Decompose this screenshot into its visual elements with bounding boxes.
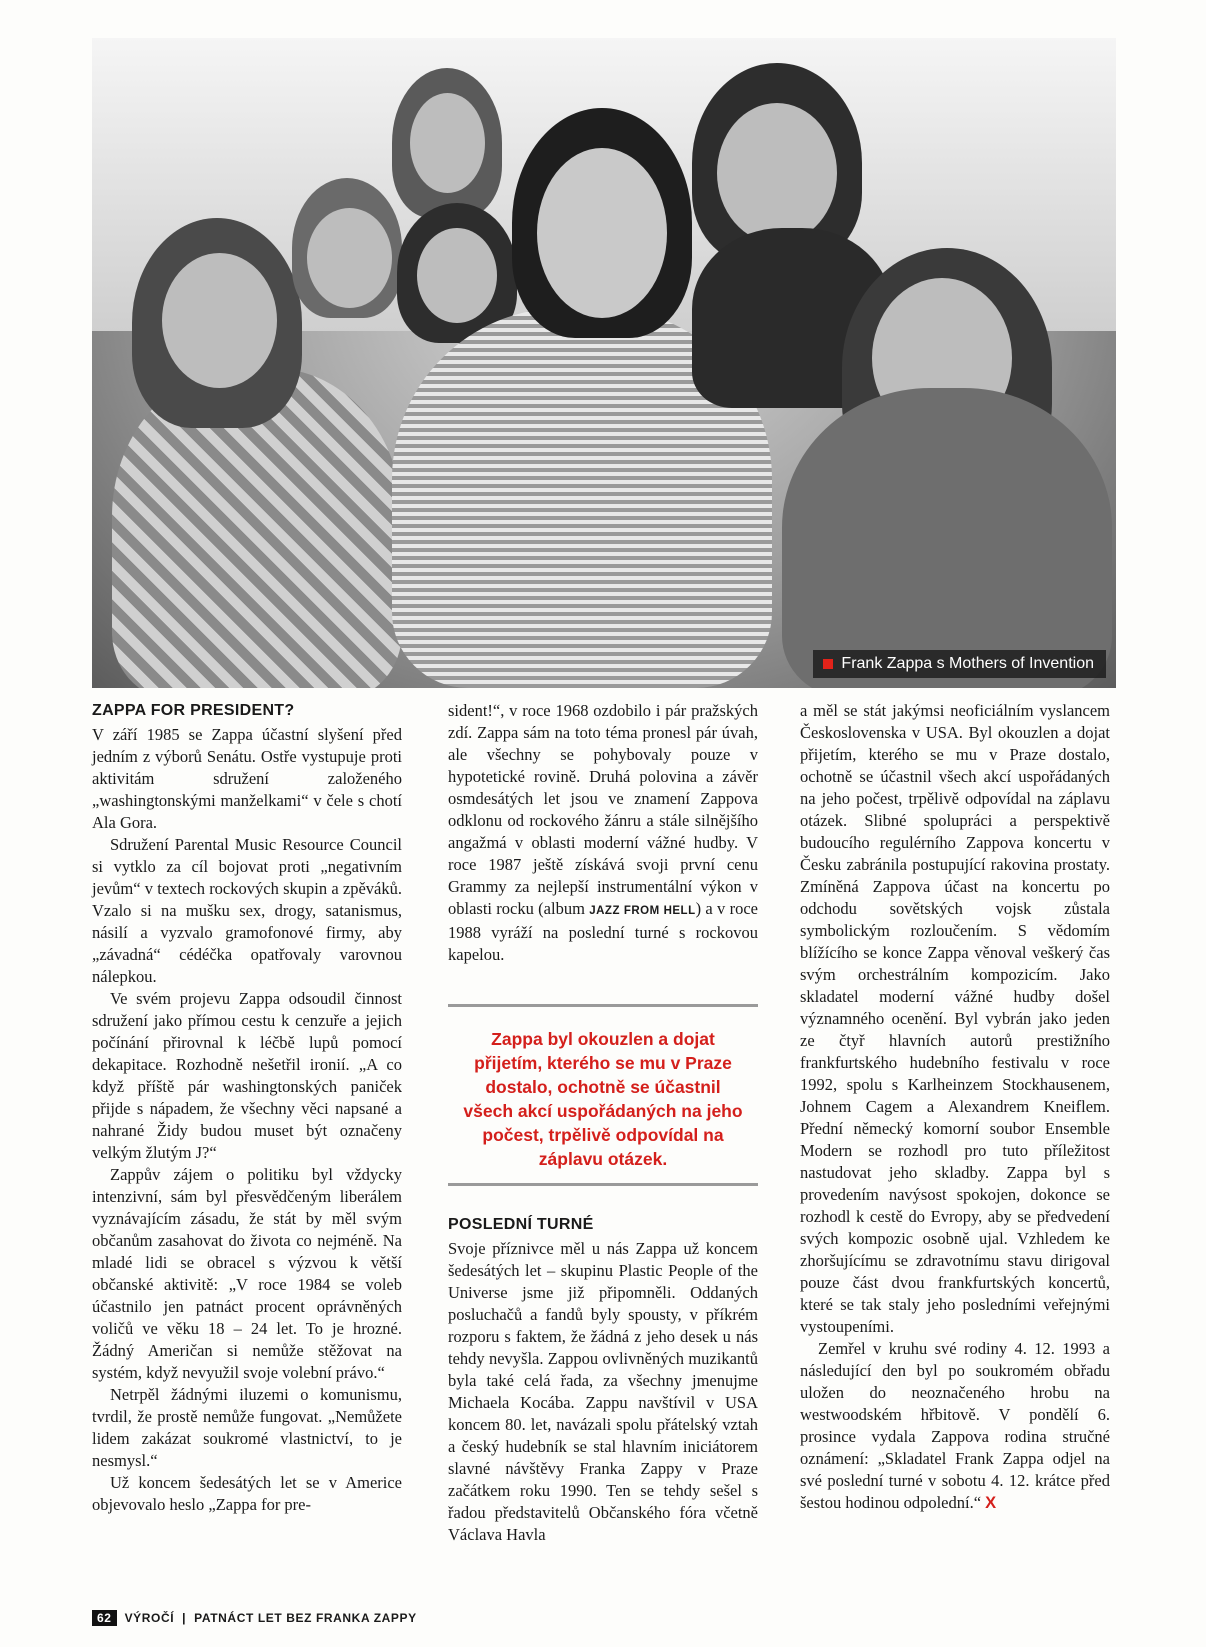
- page-footer: [92, 1610, 417, 1626]
- photo-figure-face: [417, 228, 497, 323]
- paragraph: [800, 1338, 1110, 1514]
- photo-figure-face: [162, 253, 277, 388]
- footer-section: VÝROČÍ: [124, 1611, 175, 1625]
- paragraph-text: Zemřel v kruhu své rodiny 4. 12. 1993 a následující den byl po soukromém obřadu uložen do neoznačeného hrobu na westwoodském hřbitově. V pondělí 6. prosince vydala Zappova rodina stručné oznámení: „Skladatel Frank Zappa odjel na své poslední turné v sobotu 4. 12. krátce před šestou hodinou odpolední.“: [800, 1339, 1110, 1512]
- photo-figure-face: [307, 208, 392, 308]
- photo-figure-face: [537, 148, 667, 318]
- paragraph: a měl se stát jakýmsi neoficiálním vyslancem Československa v USA. Byl okouzlen a dojat přijetím, kterého se mu v Praze dostalo, ochotně se účastnil všech akcí uspořádaných na jeho počest, trpělivě odpovídal na záplavu otázek. Slibné spolupráci a perspektivě budoucího regulérního Zappova koncertu v Česku zabránila postupující rakovina prostaty. Zmíněná Zappova účast na koncertu po odchodu sovětských vojsk zůstala symbolickým rozloučením. S vědomím blížícího se konce Zappa věnoval veškerý čas svým orchestrálním kompozicím. Jako skladatel moderní vážné hudby došel významného ocenění. Byl vybrán jako jeden ze čtyř hlavních autorů prestižního frankfurtského hudebního festivalu v roce 1992, spolu s Karlheinzem Stockhausenem, Johnem Cagem a Alexandrem Kneiflem. Přední německý komorní soubor Ensemble Modern se rozhodl pro tuto příležitost nastudovat jeho skladby. Zappa byl s provedením navýsost spokojen, dokonce se rozhodl k cestě do Evropy, aby se předvedení svých kompozic osobně ujal. Vzhledem ke zhoršujícímu se zdravotnímu stavu dirigoval pouze část dvou frankfurtských koncertů, které se tak staly jeho posledními veřejnými vystoupeními.: [800, 701, 1110, 1336]
- photo-figure-face: [717, 103, 837, 243]
- photo-figure: [782, 388, 1112, 688]
- paragraph: Netrpěl žádnými iluzemi o komunismu, tvrdil, že prostě nemůže fungovat. „Nemůžete lidem zakázat soukromé vlastnictví, to je nesmysl.“: [92, 1385, 402, 1470]
- footer-title: PATNÁCT LET BEZ FRANKA ZAPPY: [194, 1611, 417, 1625]
- pull-quote: Zappa byl okouzlen a dojat přijetím, kterého se mu v Praze dostalo, ochotně se účastnil všech akcí uspořádaných na jeho počest, trpělivě odpovídal na záplavu otázek.: [448, 1004, 758, 1186]
- band-photo: [92, 38, 1116, 688]
- paragraph: V září 1985 se Zappa účastní slyšení před jedním z výborů Senátu. Ostře vystupuje proti aktivitám sdružení založeného „washingtonskými manželkami“ v čele s chotí Ala Gora.: [92, 725, 402, 832]
- column-3: [800, 700, 1110, 1514]
- section-heading: ZAPPA FOR PRESIDENT?: [92, 702, 295, 719]
- page-number: 62: [92, 1610, 117, 1626]
- paragraph: Svoje příznivce měl u nás Zappa už koncem šedesátých let – skupinu Plastic People of the Universe jsme již připomněli. Oddaných posluchačů a fandů byly spousty, v příkrém rozporu s faktem, že žádná z jeho desek u nás tehdy nevyšla. Zappou ovlivněných muzikantů byla také celá řada, za všechny jmenujme Michaela Kocába. Zappu navštívil v USA koncem 80. let, navázali spolu přátelský vztah a český hudebník se stal hlavním iniciátorem slavné návštěvy Franka Zappy v Praze začátkem roku 1990. Ten se tehdy sešel s řadou představitelů Občanského fóra včetně Václava Havla: [448, 1239, 758, 1544]
- caption-square-icon: [823, 659, 833, 669]
- photo-caption-text: Frank Zappa s Mothers of Invention: [841, 655, 1094, 672]
- paragraph: Ve svém projevu Zappa odsoudil činnost sdružení jako přímou cestu k cenzuře a jejich počínání přirovnal k léčbě lupů pomocí dekapitace. Rozhodně nešetřil ironií. „A co když příště pár washingtonských paniček přijde s nápadem, že všechny věci napsané a nahrané Židy budou muset být označeny velkým žlutým J?“: [92, 989, 402, 1162]
- paragraph: Už koncem šedesátých let se v Americe objevovalo heslo „Zappa for pre-: [92, 1473, 402, 1514]
- paragraph-text: sident!“, v roce 1968 ozdobilo i pár pražských zdí. Zappa sám na toto téma pronesl pár úvah, ale všechny se pohybovaly pouze v hypotetické rovině. Druhá polovina a závěr osmdesátých let jsou ve znamení Zappova odklonu od rockového žánru a stále silnějšího angažmá v oblasti moderní vážné hudby. V roce 1987 ještě získává svoji první cenu Grammy za nejlepší instrumentální výkon v oblasti rocku (album: [448, 701, 758, 918]
- column-1: [92, 700, 402, 1516]
- column-2: [448, 700, 758, 1546]
- paragraph: Zappův zájem o politiku byl vždycky intenzivní, sám byl přesvědčeným liberálem vyznávajícím zásadu, že stát by měl svým občanům zasahovat do života co nejméně. Na mladé lidi se obracel s výzvou k větší občanské aktivitě: „V roce 1984 se voleb účastnilo jen patnáct procent oprávněných voličů ve věku 18 – 24 let. To je hrozné. Žádný Američan si nemůže stěžovat na systém, když nevyužil svoje volební právo.“: [92, 1165, 402, 1382]
- paragraph: Sdružení Parental Music Resource Council si vytklo za cíl bojovat proti „negativním jevům“ v textech rockových skupin a zpěváků. Vzalo si na mušku sex, drogy, satanismus, násilí a vyzvalo gramofonové firmy, aby „závadná“ cédéčka opatřovaly varovnou nálepkou.: [92, 835, 402, 986]
- end-mark: X: [985, 1494, 997, 1512]
- album-title: JAZZ FROM HELL: [589, 905, 696, 917]
- photo-figure-face: [410, 93, 485, 193]
- photo-caption: [813, 650, 1106, 678]
- paragraph-text: ) a v roce 1988 vyráží na poslední turné s rockovou kapelou.: [448, 899, 758, 964]
- paragraph: [448, 700, 758, 966]
- footer-separator: |: [182, 1611, 187, 1625]
- section-heading: POSLEDNÍ TURNÉ: [448, 1216, 594, 1233]
